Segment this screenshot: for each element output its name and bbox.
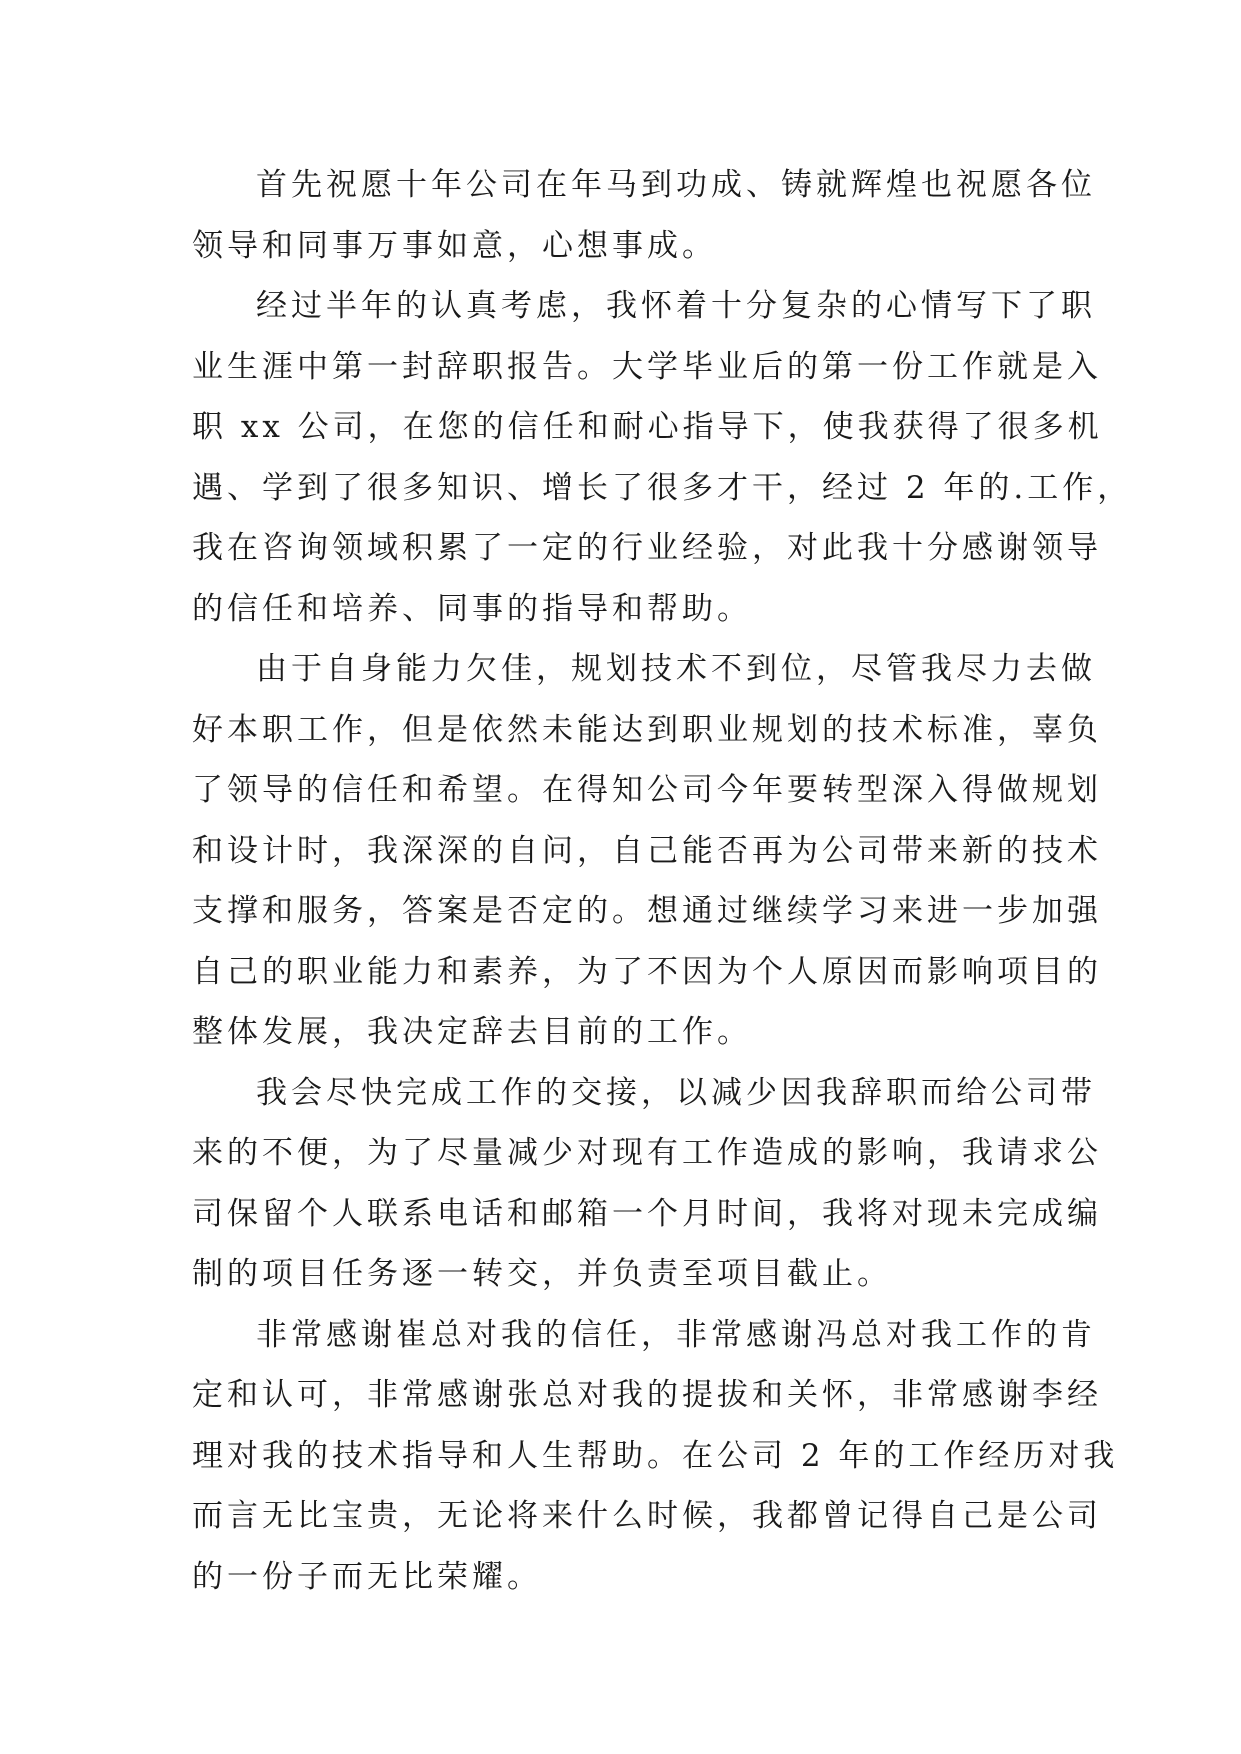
paragraph-2-line-3: 职 xx 公司，在您的信任和耐心指导下，使我获得了很多机 bbox=[192, 409, 1103, 445]
paragraph-4-line-3: 司保留个人联系电话和邮箱一个月时间，我将对现未完成编 bbox=[192, 1195, 1102, 1232]
paragraph-4-line-1: 我会尽快完成工作的交接，以减少因我辞职而给公司带 bbox=[256, 1074, 1096, 1111]
paragraph-3-line-7: 整体发展，我决定辞去目前的工作。 bbox=[192, 1014, 752, 1050]
paragraph-5-line-2: 定和认可，非常感谢张总对我的提拔和关怀，非常感谢李经 bbox=[192, 1377, 1102, 1413]
letter-body bbox=[192, 155, 1133, 1607]
paragraph-4-line-2: 来的不便，为了尽量减少对现有工作造成的影响，我请求公 bbox=[192, 1135, 1102, 1171]
paragraph-2-line-2: 业生涯中第一封辞职报告。大学毕业后的第一份工作就是入 bbox=[192, 348, 1102, 385]
paragraph-2-line-1: 经过半年的认真考虑，我怀着十分复杂的心情写下了职 bbox=[256, 288, 1096, 324]
paragraph-5-line-4: 而言无比宝贵，无论将来什么时候，我都曾记得自己是公司 bbox=[192, 1498, 1102, 1534]
paragraph-3-line-2: 好本职工作，但是依然未能达到职业规划的技术标准，辜负 bbox=[192, 711, 1102, 748]
paragraph-4-line-4: 制的项目任务逐一转交，并负责至项目截止。 bbox=[192, 1256, 892, 1292]
paragraph-3-line-4: 和设计时，我深深的自问，自己能否再为公司带来新的技术 bbox=[192, 832, 1102, 869]
paragraph-3-line-1: 由于自身能力欠佳，规划技术不到位，尽管我尽力去做 bbox=[256, 651, 1096, 687]
paragraph-1-line-1: 首先祝愿十年公司在年马到功成、铸就辉煌也祝愿各位 bbox=[256, 167, 1096, 203]
paragraph-1-line-2: 领导和同事万事如意，心想事成。 bbox=[192, 227, 717, 264]
paragraph-5-line-1: 非常感谢崔总对我的信任，非常感谢冯总对我工作的肯 bbox=[256, 1316, 1096, 1353]
paragraph-3-line-3: 了领导的信任和希望。在得知公司今年要转型深入得做规划 bbox=[192, 772, 1102, 808]
paragraph-2-line-4: 遇、学到了很多知识、增长了很多才干，经过 2 年的.工作， bbox=[192, 469, 1133, 506]
paragraph-5-line-5: 的一份子而无比荣耀。 bbox=[192, 1558, 542, 1595]
paragraph-3-line-5: 支撑和服务，答案是否定的。想通过继续学习来进一步加强 bbox=[192, 893, 1102, 929]
paragraph-2-line-6: 的信任和培养、同事的指导和帮助。 bbox=[192, 590, 752, 627]
paragraph-3-line-6: 自己的职业能力和素养，为了不因为个人原因而影响项目的 bbox=[192, 953, 1102, 990]
paragraph-2-line-5: 我在咨询领域积累了一定的行业经验，对此我十分感谢领导 bbox=[192, 530, 1102, 566]
paragraph-5-line-3: 理对我的技术指导和人生帮助。在公司 2 年的工作经历对我 bbox=[192, 1437, 1119, 1474]
